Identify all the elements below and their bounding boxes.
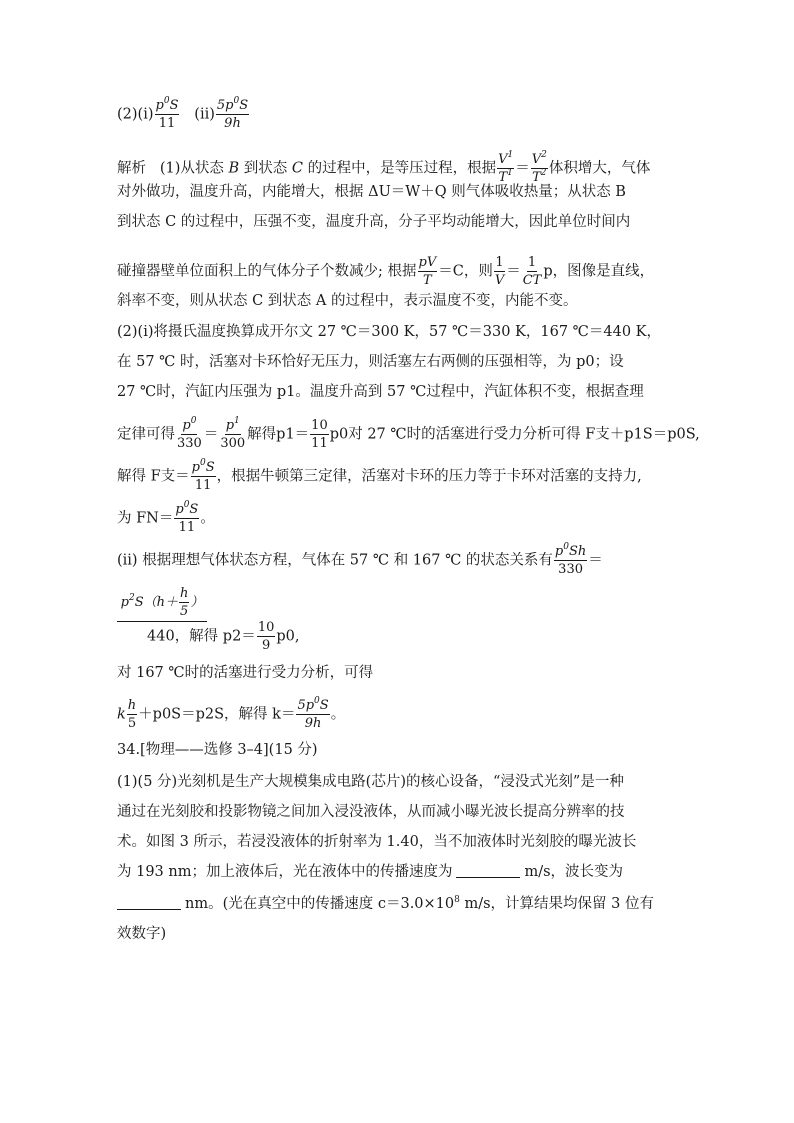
- answer-ii-label: (ⅱ): [194, 106, 215, 123]
- state-eq-denominator: 440: [147, 628, 175, 645]
- part2ii-line-2: [147, 620, 713, 653]
- answer-blank-wavelength[interactable]: [117, 895, 181, 910]
- analysis-text: 体积增大，气体: [548, 160, 651, 177]
- analysis-text: 的过程中，是等压过程，根据: [307, 160, 497, 177]
- state-eq-fraction-1: $\frac{p^0Sh}{330}$: [554, 542, 587, 577]
- part2i-line-6: [117, 502, 683, 535]
- part2ii-line-1: (ⅱ) 根据理想气体状态方程，气体在 57 ℃ 和 167 ℃ 的状态关系有 $\frac{p^0Sh}{330}$ ＝: [117, 542, 603, 577]
- q34-line-5: [117, 894, 683, 914]
- analysis-text: p，图像是直线，: [543, 263, 655, 280]
- answer-line: [117, 98, 683, 131]
- part2i-text: p0对 27 ℃时的活塞进行受力分析可得 F支＋p1S＝p0S,: [329, 426, 700, 443]
- part2i-line-5: [117, 460, 683, 493]
- analysis-line-1: 解析 (1)从状态 B 到状态 C 的过程中，是等压过程，根据 $\frac{V^1}{T^1}$ ＝ $\frac{V^2}{T^2}$ 体积增大，气体: [117, 150, 651, 185]
- k-result-fraction: $\frac{5p^0S}{9h}$: [297, 696, 329, 731]
- analysis-text: 到状态: [243, 160, 288, 177]
- analysis-text: ＝C，则: [438, 263, 493, 280]
- part2i-text: 解得 F支＝: [117, 468, 190, 485]
- part2ii-line-3: 对 167 ℃时的活塞进行受力分析，可得: [117, 665, 374, 681]
- volume-temp-fraction-2: $\frac{V^2}{T^2}$: [531, 150, 547, 185]
- part2i-line-1: (2)(ⅰ)将摄氏温度换算成开尔文 27 ℃＝300 K，57 ℃＝330 K，167 ℃＝440 K，: [117, 324, 662, 340]
- part2ii-text: ，解得 p2＝: [174, 628, 256, 645]
- analysis-label: 解析: [117, 160, 146, 177]
- part2ii-text: ＋p0S＝p2S，解得 k＝: [138, 706, 296, 723]
- answer-prefix: (2)(ⅰ): [117, 106, 154, 123]
- q34-text: m/s，波长变为: [524, 864, 624, 880]
- h-over-5-fraction: $\frac{h}{5}$: [127, 698, 137, 731]
- q34-line-3: 术。如图 3 所示，若浸没液体的折射率为 1.40，当不加液体时光刻胶的曝光波长: [117, 834, 637, 850]
- q34-text: nm。(光在真空中的传播速度 c＝3.0×10: [185, 896, 455, 912]
- answer-fraction-2: $\frac{5p^0S}{9h}$: [216, 96, 249, 131]
- part2i-text: ，根据牛顿第三定律，活塞对卡环的压力等于卡环对活塞的支持力,: [216, 468, 642, 485]
- part2i-text: 。: [200, 510, 215, 527]
- analysis-line-4: [117, 255, 683, 288]
- part2i-line-4: 定律可得 $\frac{p^0}{330}$ ＝ $\frac{p^1}{300}$ 解得p1＝ $\frac{10}{11}$ p0对 27 ℃时的活塞进行受力分析可得 F支＋p1S＝p0S,: [117, 416, 700, 451]
- p1-ratio-fraction: $\frac{10}{11}$: [311, 418, 328, 451]
- part2ii-line-4: k $\frac{h}{5}$ ＋p0S＝p2S，解得 k＝ $\frac{5p^0S}{9h}$ 。: [117, 696, 346, 731]
- part2i-line-2: 在 57 ℃ 时，活塞对卡环恰好无压力，则活塞左右两侧的压强相等，为 p0；设: [117, 354, 624, 370]
- q34-line-6: 效数字): [117, 926, 167, 942]
- charles-fraction-1: $\frac{p^0}{330}$: [177, 416, 202, 451]
- part2i-text: 定律可得: [117, 426, 175, 443]
- part2i-line-3: 27 ℃时，汽缸内压强为 p1。温度升高到 57 ℃过程中，汽缸体积不变，根据查理: [117, 384, 644, 400]
- q34-text: 为 193 nm；加上液体后，光在液体中的传播速度为: [117, 864, 453, 880]
- normal-force-fraction: $\frac{p^0S}{11}$: [175, 500, 199, 535]
- q34-line-1: (1)(5 分)光刻机是生产大规模集成电路(芯片)的核心设备，“浸没式光刻”是一种: [117, 774, 624, 790]
- analysis-text: (1)从状态: [159, 160, 224, 177]
- analysis-line-2: 对外做功，温度升高，内能增大，根据 ΔU＝W＋Q 则气体吸收热量；从状态 B: [117, 184, 626, 200]
- answer-fraction-1: $\frac{p^0S}{11}$: [155, 96, 179, 131]
- part2ii-text: 。: [330, 706, 346, 723]
- analysis-line-3: 到状态 C 的过程中，压强不变，温度升高，分子平均动能增大，因此单位时间内: [117, 214, 631, 230]
- q34-line-2: 通过在光刻胶和投影物镜之间加入浸没液体，从而减小曝光波长提高分辨率的技: [117, 804, 625, 820]
- part2i-text: 为 FN＝: [117, 510, 174, 527]
- one-over-ct-fraction: $\frac{1}{CT}$: [522, 255, 542, 288]
- answer-blank-speed[interactable]: [456, 863, 520, 878]
- charles-fraction-2: $\frac{p^1}{300}$: [220, 416, 246, 451]
- part2ii-text: (ⅱ) 根据理想气体状态方程，气体在 57 ℃ 和 167 ℃ 的状态关系有: [117, 552, 553, 569]
- one-over-v-fraction: $\frac{1}{V}$: [494, 255, 505, 288]
- q34-line-4: [117, 862, 683, 882]
- q34-title: 34.[物理——选修 3–4](15 分): [117, 742, 318, 758]
- p2-ratio-fraction: $\frac{10}{9}$: [257, 620, 275, 653]
- part2i-text: 解得p1＝: [247, 426, 310, 443]
- analysis-text: 碰撞器壁单位面积上的气体分子个数减少; 根据: [117, 263, 417, 280]
- analysis-text: ＝: [506, 263, 521, 280]
- part2ii-text: p0,: [276, 628, 300, 645]
- support-force-fraction: $\frac{p^0S}{11}$: [191, 458, 215, 493]
- q34-text: m/s，计算结果均保留 3 位有: [464, 896, 655, 912]
- pv-over-t-fraction: $\frac{pV}{T}$: [418, 255, 437, 288]
- q34-exponent: 8: [454, 895, 460, 905]
- volume-temp-fraction-1: $\frac{V^1}{T^1}$: [498, 150, 514, 185]
- state-eq-fraction-2: $p^2S(h+$ $\frac{h}{5}$ ）: [117, 586, 207, 622]
- analysis-line-5: 斜率不变，则从状态 C 到状态 A 的过程中，表示温度不变，内能不变。: [117, 293, 578, 309]
